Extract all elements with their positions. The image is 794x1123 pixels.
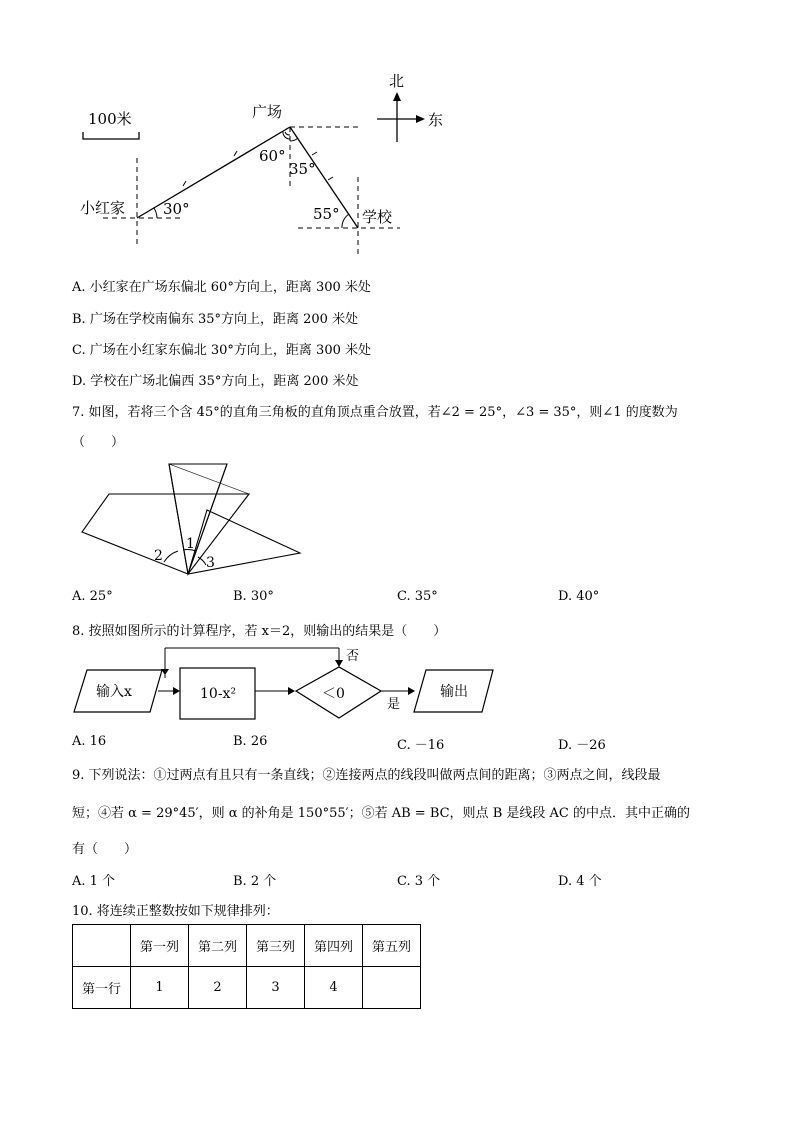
- q9-stem-line3: 有（ ）: [72, 842, 138, 857]
- flowchart-figure: [0, 640, 794, 725]
- scale-label: 100米: [88, 110, 132, 128]
- north-label: 北: [389, 72, 405, 90]
- q10-stem: 10. 将连续正整数按如下规律排列：: [72, 904, 279, 919]
- table-cell: 第一行: [73, 967, 131, 1009]
- q6-option-c: C. 广场在小红家东偏北 30°方向上，距离 300 米处: [72, 343, 372, 358]
- q9-option-d: D. 4 个: [558, 874, 602, 889]
- table-row: [73, 967, 421, 1009]
- q7-option-a: A. 25°: [72, 589, 113, 604]
- table-cell: [363, 967, 421, 1009]
- flow-no-label: 否: [346, 649, 360, 664]
- school-label: 学校: [362, 208, 393, 226]
- table-cell: 4: [305, 967, 363, 1009]
- q8-option-c: C. －16: [397, 738, 445, 753]
- q8-option-b: B. 26: [233, 734, 268, 749]
- east-arrow-icon: [416, 115, 425, 123]
- table-cell: 1: [131, 967, 189, 1009]
- table-header-row: [73, 925, 421, 967]
- flow-output-label: 输出: [440, 684, 468, 700]
- direction-map-figure: [0, 60, 794, 270]
- flow-condition-label: ＜0: [322, 686, 345, 702]
- angle-3-label: 3: [206, 555, 215, 571]
- angle-35-label: 35°: [289, 160, 316, 178]
- q8-option-a: A. 16: [72, 734, 107, 749]
- table-header-cell: 第五列: [363, 925, 421, 967]
- home-to-plaza-line: [137, 127, 290, 218]
- angle-55-label: 55°: [313, 205, 340, 223]
- table-cell: 2: [189, 967, 247, 1009]
- north-arrow-icon: [393, 92, 401, 101]
- flow-input-label: 输入x: [96, 684, 132, 700]
- q7-option-d: D. 40°: [558, 589, 600, 604]
- flow-calc-label: 10-x²: [200, 686, 237, 702]
- q9-stem-line1: 9. 下列说法：①过两点有且只有一条直线；②连接两点的线段叫做两点间的距离；③两点之间，线段最: [72, 768, 661, 783]
- angle-1-label: 1: [186, 536, 195, 552]
- q7-option-b: B. 30°: [233, 589, 274, 604]
- q7-option-c: C. 35°: [397, 589, 438, 604]
- q7-stem: 7. 如图，若将三个含 45°的直角三角板的直角顶点重合放置，若∠2 = 25°，∠3 = 35°，则∠1 的度数为: [72, 405, 678, 420]
- q9-stem-line2: 短；④若 α = 29°45′，则 α 的补角是 150°55′；⑤若 AB = BC，则点 B 是线段 AC 的中点．其中正确的: [72, 806, 690, 821]
- q9-option-b: B. 2 个: [233, 874, 277, 889]
- plaza-label: 广场: [252, 103, 283, 121]
- q8-option-d: D. －26: [558, 738, 606, 753]
- number-pattern-table: [72, 924, 421, 1009]
- table-cell: 3: [247, 967, 305, 1009]
- q9-option-c: C. 3 个: [397, 874, 441, 889]
- q6-option-a: A. 小红家在广场东偏北 60°方向上，距离 300 米处: [72, 280, 371, 295]
- table-header-cell: [73, 925, 131, 967]
- triangles-figure: [0, 455, 794, 580]
- table-header-cell: 第三列: [247, 925, 305, 967]
- home-label: 小红家: [80, 199, 126, 217]
- q9-option-a: A. 1 个: [72, 874, 116, 889]
- q8-stem: 8. 按照如图所示的计算程序，若 x＝2，则输出的结果是（ ）: [72, 624, 447, 639]
- angle-60-label: 60°: [259, 147, 286, 165]
- table-header-cell: 第二列: [189, 925, 247, 967]
- scale-bar: [83, 132, 139, 139]
- table-header-cell: 第一列: [131, 925, 189, 967]
- east-label: 东: [428, 111, 444, 129]
- angle-30-label: 30°: [163, 200, 190, 218]
- q6-option-d: D. 学校在广场北偏西 35°方向上，距离 200 米处: [72, 374, 359, 389]
- flow-yes-label: 是: [387, 697, 401, 712]
- angle-2-label: 2: [154, 548, 163, 564]
- q6-option-b: B. 广场在学校南偏东 35°方向上，距离 200 米处: [72, 312, 359, 327]
- q7-stem-bracket: （ ）: [72, 435, 125, 450]
- table-header-cell: 第四列: [305, 925, 363, 967]
